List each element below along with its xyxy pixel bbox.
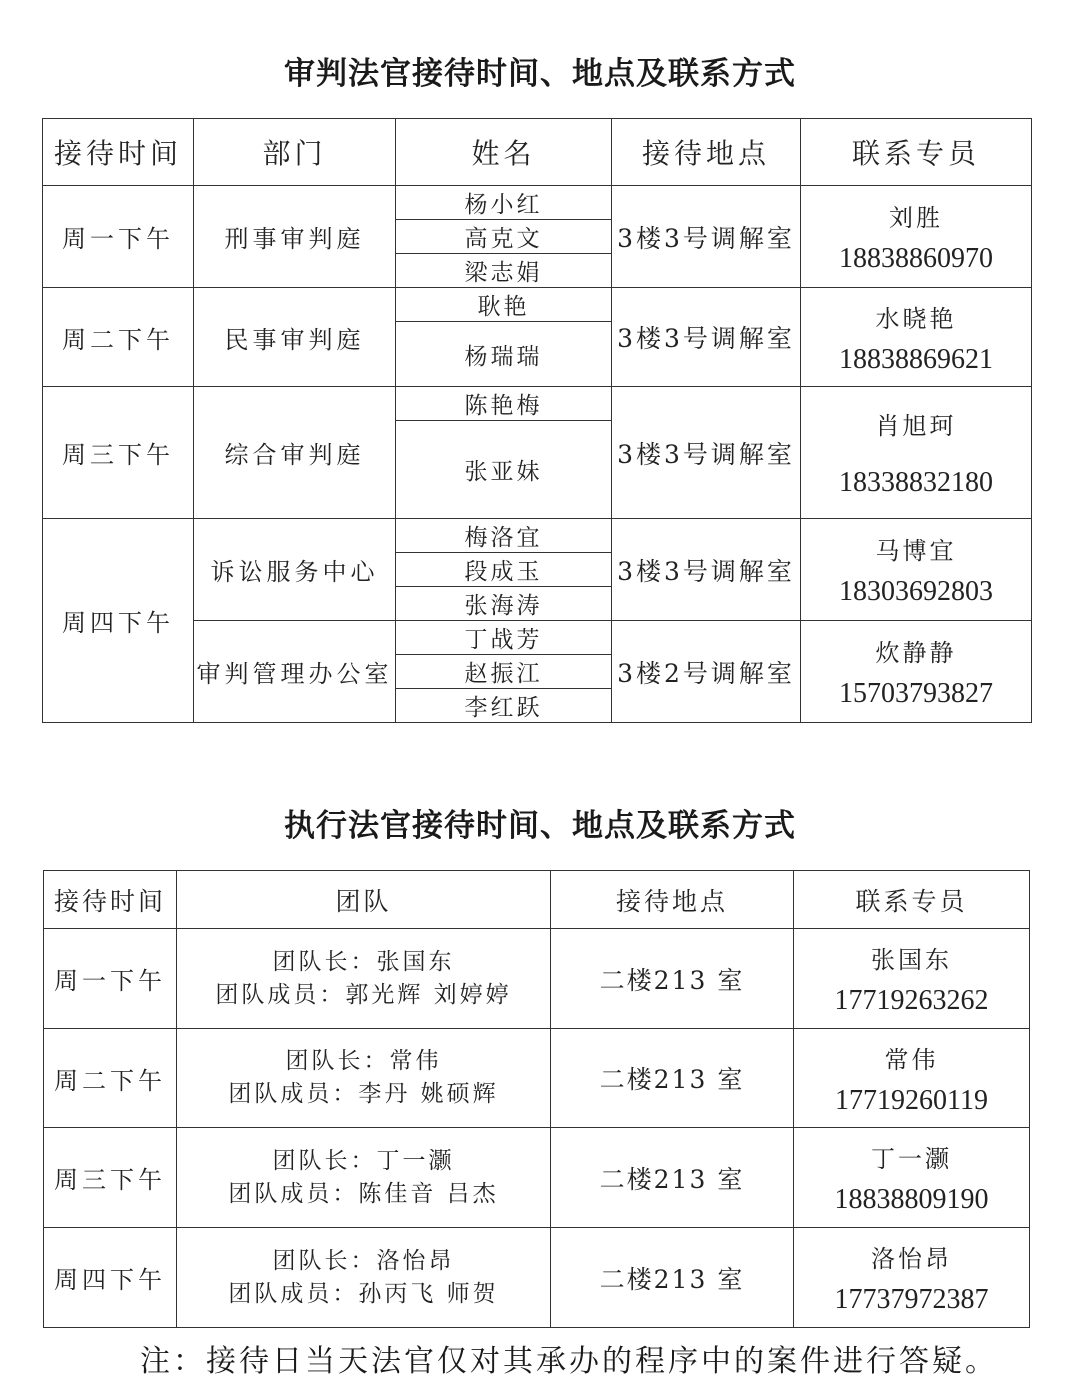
- contact-cell: [801, 621, 1032, 723]
- table-row: [44, 1029, 1030, 1128]
- judge-name: 高克文: [396, 220, 612, 254]
- reception-time: 周一下午: [44, 929, 177, 1029]
- team-leader: 团队长：常伟: [285, 1048, 442, 1074]
- contact-cell: [794, 1128, 1030, 1228]
- reception-location: 3楼2号调解室: [612, 621, 801, 723]
- contact-name: 马博宜: [875, 537, 957, 565]
- judge-table-title: 审判法官接待时间、地点及联系方式: [284, 56, 796, 92]
- header-team: 团队: [177, 871, 551, 929]
- team-members: 团队成员：郭光辉 刘婷婷: [215, 981, 512, 1008]
- team-leader: 团队长：丁一灏: [272, 1147, 455, 1174]
- contact-name: 丁一灏: [871, 1145, 952, 1173]
- contact-phone: 17737972387: [834, 1284, 989, 1315]
- department-name: 民事审判庭: [194, 288, 396, 387]
- contact-cell: [794, 929, 1030, 1029]
- contact-name: 炊静静: [875, 639, 957, 667]
- header-department: 部门: [194, 119, 396, 186]
- contact-name: 肖旭珂: [875, 412, 957, 440]
- department-name: 综合审判庭: [194, 387, 396, 519]
- judge-name: 张海涛: [396, 587, 612, 621]
- contact-name: 张国东: [871, 946, 952, 974]
- judge-name: 梅洛宜: [396, 519, 612, 553]
- team-leader: 团队长：洛怡昂: [272, 1247, 455, 1274]
- department-name: 诉讼服务中心: [194, 519, 396, 621]
- reception-time: 周四下午: [44, 1228, 177, 1328]
- contact-cell: [801, 186, 1032, 288]
- contact-phone: 15703793827: [839, 678, 993, 709]
- contact-phone: 17719260119: [835, 1084, 988, 1116]
- judge-name: 张亚妹: [396, 421, 612, 519]
- contact-phone: 17719263262: [834, 985, 989, 1016]
- header-time: 接待时间: [43, 119, 194, 186]
- contact-name: 常伟: [884, 1045, 939, 1074]
- header-time: 接待时间: [44, 871, 177, 929]
- team-members: 团队成员：李丹 姚硕辉: [228, 1081, 499, 1107]
- judge-name: 耿艳: [396, 288, 612, 322]
- reception-time: 周三下午: [43, 387, 194, 519]
- footnote: 注：接待日当天法官仅对其承办的程序中的案件进行答疑。: [140, 1344, 998, 1379]
- contact-cell: [794, 1029, 1030, 1128]
- enforcement-table-title: 执行法官接待时间、地点及联系方式: [284, 808, 796, 844]
- judge-name: 赵振江: [396, 655, 612, 689]
- team-cell: [177, 1128, 551, 1228]
- judge-name: 段成玉: [396, 553, 612, 587]
- judge-name: 李红跃: [396, 689, 612, 723]
- table-row: [43, 186, 1032, 220]
- reception-time: 周一下午: [43, 186, 194, 288]
- contact-phone: 18338832180: [839, 467, 993, 498]
- contact-phone: 18838860970: [839, 243, 993, 274]
- contact-cell: [801, 288, 1032, 387]
- table-row: [43, 288, 1032, 322]
- table-row: [44, 1228, 1030, 1328]
- table-header-row: [44, 871, 1030, 929]
- contact-phone: 18838809190: [834, 1184, 989, 1215]
- contact-phone: 18838869621: [839, 343, 993, 375]
- judge-name: 杨瑞瑞: [396, 322, 612, 387]
- judge-name: 梁志娟: [396, 254, 612, 288]
- table-row: [43, 519, 1032, 553]
- team-cell: [177, 1228, 551, 1328]
- department-name: 审判管理办公室: [194, 621, 396, 723]
- contact-name: 水晓艳: [875, 304, 957, 333]
- header-location: 接待地点: [612, 119, 801, 186]
- team-members: 团队成员：孙丙飞 师贺: [228, 1280, 499, 1307]
- reception-time: 周二下午: [43, 288, 194, 387]
- reception-location: 3楼3号调解室: [612, 519, 801, 621]
- enforcement-reception-table: [43, 870, 1030, 1328]
- reception-location: 3楼3号调解室: [612, 387, 801, 519]
- contact-name: 刘胜: [889, 204, 943, 232]
- contact-cell: [794, 1228, 1030, 1328]
- department-name: 刑事审判庭: [194, 186, 396, 288]
- judge-name: 丁战芳: [396, 621, 612, 655]
- team-leader: 团队长：张国东: [272, 948, 455, 975]
- contact-name: 洛怡昂: [871, 1245, 952, 1273]
- table-header-row: [43, 119, 1032, 186]
- header-contact: 联系专员: [794, 871, 1030, 929]
- reception-location: 二楼213 室: [551, 1029, 794, 1128]
- header-name: 姓名: [396, 119, 612, 186]
- reception-time: 周三下午: [44, 1128, 177, 1228]
- judge-name: 陈艳梅: [396, 387, 612, 421]
- reception-time: 周二下午: [44, 1029, 177, 1128]
- reception-location: 3楼3号调解室: [612, 288, 801, 387]
- table-row: [43, 387, 1032, 421]
- judge-name: 杨小红: [396, 186, 612, 220]
- header-location: 接待地点: [551, 871, 794, 929]
- table-row: [44, 929, 1030, 1029]
- contact-cell: [801, 387, 1032, 519]
- team-cell: [177, 929, 551, 1029]
- header-contact: 联系专员: [801, 119, 1032, 186]
- judge-reception-table: [42, 118, 1032, 723]
- reception-location: 二楼213 室: [551, 1128, 794, 1228]
- contact-phone: 18303692803: [839, 576, 993, 607]
- reception-location: 3楼3号调解室: [612, 186, 801, 288]
- reception-location: 二楼213 室: [551, 929, 794, 1029]
- reception-time: 周四下午: [43, 519, 194, 723]
- team-members: 团队成员：陈佳音 吕杰: [228, 1180, 499, 1207]
- table-row: [44, 1128, 1030, 1228]
- contact-cell: [801, 519, 1032, 621]
- reception-location: 二楼213 室: [551, 1228, 794, 1328]
- team-cell: [177, 1029, 551, 1128]
